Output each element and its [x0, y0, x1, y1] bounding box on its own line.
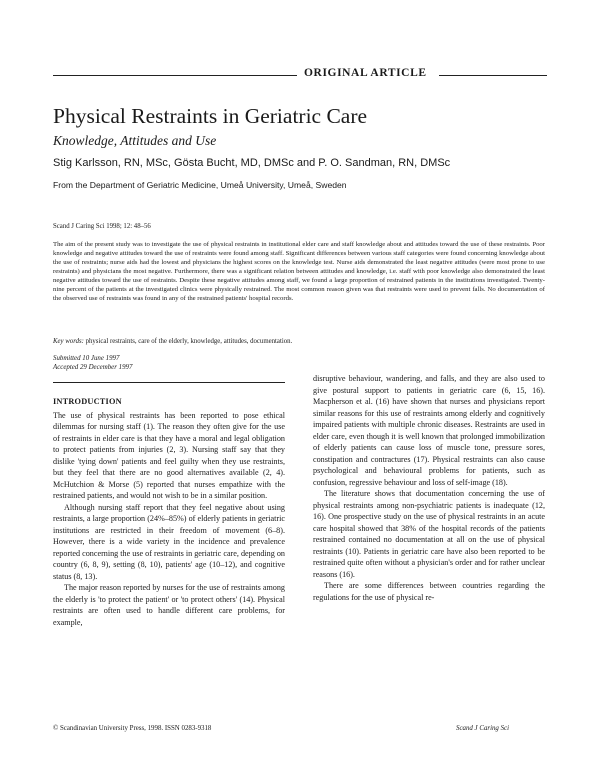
keywords-label: Key words: — [53, 338, 84, 345]
body-paragraph: There are some differences between countries regarding the regulations for the use of physical re- — [313, 581, 545, 602]
article-authors: Stig Karlsson, RN, MSc, Gösta Bucht, MD, DMSc and P. O. Sandman, RN, DMSc — [53, 157, 451, 169]
section-heading: INTRODUCTION — [53, 397, 122, 406]
submission-dates — [53, 354, 132, 372]
body-column-left — [53, 396, 285, 628]
footer-publisher: © Scandinavian University Press, 1998. ISSN 0283-9318 — [53, 725, 212, 732]
body-paragraph: The major reason reported by nurses for the use of restraints among the elderly is 'to protect the patient' or 'to protect others' (14). Physical restraints are often used to handle different care problems, for example, — [53, 583, 285, 627]
body-paragraph: The literature shows that documentation concerning the use of physical restraints among non-psychiatric patients is inadequate (12, 16). One prospective study on the use of physical restraints in an acute care hospital showed that 38% of the hospital records of the patients restrained contained no documentation at all on the use of physical restraints (10). Patients in geriatric care have also been reported to be restrained quite often without a physician's order and for rather unclear reasons (16). — [313, 489, 545, 579]
article-affiliation: From the Department of Geriatric Medicine, Umeå University, Umeå, Sweden — [53, 180, 347, 190]
section-label: ORIGINAL ARTICLE — [304, 67, 427, 79]
submitted-date: Submitted 10 June 1997 — [53, 355, 120, 362]
accepted-date: Accepted 29 December 1997 — [53, 364, 133, 371]
journal-citation: Scand J Caring Sci 1998; 12: 48–56 — [53, 223, 151, 230]
body-column-right — [313, 373, 545, 603]
body-paragraph: The use of physical restraints has been reported to pose ethical dilemmas for nursing staff (1). The reason they often give for the use of restraints in elder care is that they have a moral and legal obligation to protect patients from injuries (2, 3). Nursing staff say that they dislike 'tying down' patients and feel guilty when they use restraints, but they feel that there are no good alternatives available (2, 4). McHutchion & Morse (5) reported that nurses empathize with the restrained patients, and would not wish to be in a similar position. — [53, 410, 285, 501]
header-rule-left — [53, 75, 297, 76]
body-separator-rule — [53, 382, 285, 383]
body-paragraph: disruptive behaviour, wandering, and falls, and they are also used to give postural support to patients in geriatric care (6, 15, 16). Macpherson et al. (16) have shown that nurses and physicians report similar reasons for this use of restraints among elderly and cognitively impaired patients with multiple chronic diseases. Restraints are used in elder care, even though it is well known that prolonged immobilization of elderly patients can cause loss of muscle tone, pressure sores, constipation and contractures (17). Physical restraints can also cause psychological and behavioural problems for patients, such as confusion, regressive behaviour and loss of self-image (18). — [313, 374, 545, 487]
abstract: The aim of the present study was to investigate the use of physical restraints in institutional elder care and staff knowledge about and attitudes toward the use of these restraints. Poor knowledge and negative attitudes toward the use of restraints were found among staff. Significant differences between various staff categories were found concerning knowledge about the use of restraints; nurse aids had the lowest and physicians the highest scores on the knowledge test. Nurse aids demonstrated the least negative attitudes (were most prone to use restraints) and physicians the most negative. Furthermore, there was a significant relation between attitudes and knowledge, i.e. staff with poor knowledge also demonstrated the least negative attitudes toward the use of restraints. Despite these negative attitudes among staff, we found a large proportion of restrained patients in the institutions investigated. Twenty-nine percent of the patients at the investigated clinics were physically restrained. The most common reason given was that restraints were used to prevent falls. No documentation of the observed use of restraints was found in any of the restrained patients' hospital records. — [53, 241, 545, 303]
footer-journal: Scand J Caring Sci — [456, 725, 510, 732]
article-title: Physical Restraints in Geriatric Care — [53, 104, 368, 128]
header-rule-right — [439, 75, 547, 76]
keywords-list: physical restraints, care of the elderly, knowledge, attitudes, documentation. — [83, 338, 293, 345]
body-paragraph: Although nursing staff report that they feel negative about using restraints, a large proportion (24%–85%) of elderly patients in geriatric institutions are restricted in their freedom of movement (6–8). However, there is a wide variety in the incidence and prevalence reported concerning the use of restraints in geriatric care, depending on country (6, 8, 9), setting (8, 10), patients' age (10–12), and cognitive status (8, 13). — [53, 502, 285, 581]
keywords — [53, 338, 545, 345]
article-subtitle: Knowledge, Attitudes and Use — [53, 133, 217, 148]
